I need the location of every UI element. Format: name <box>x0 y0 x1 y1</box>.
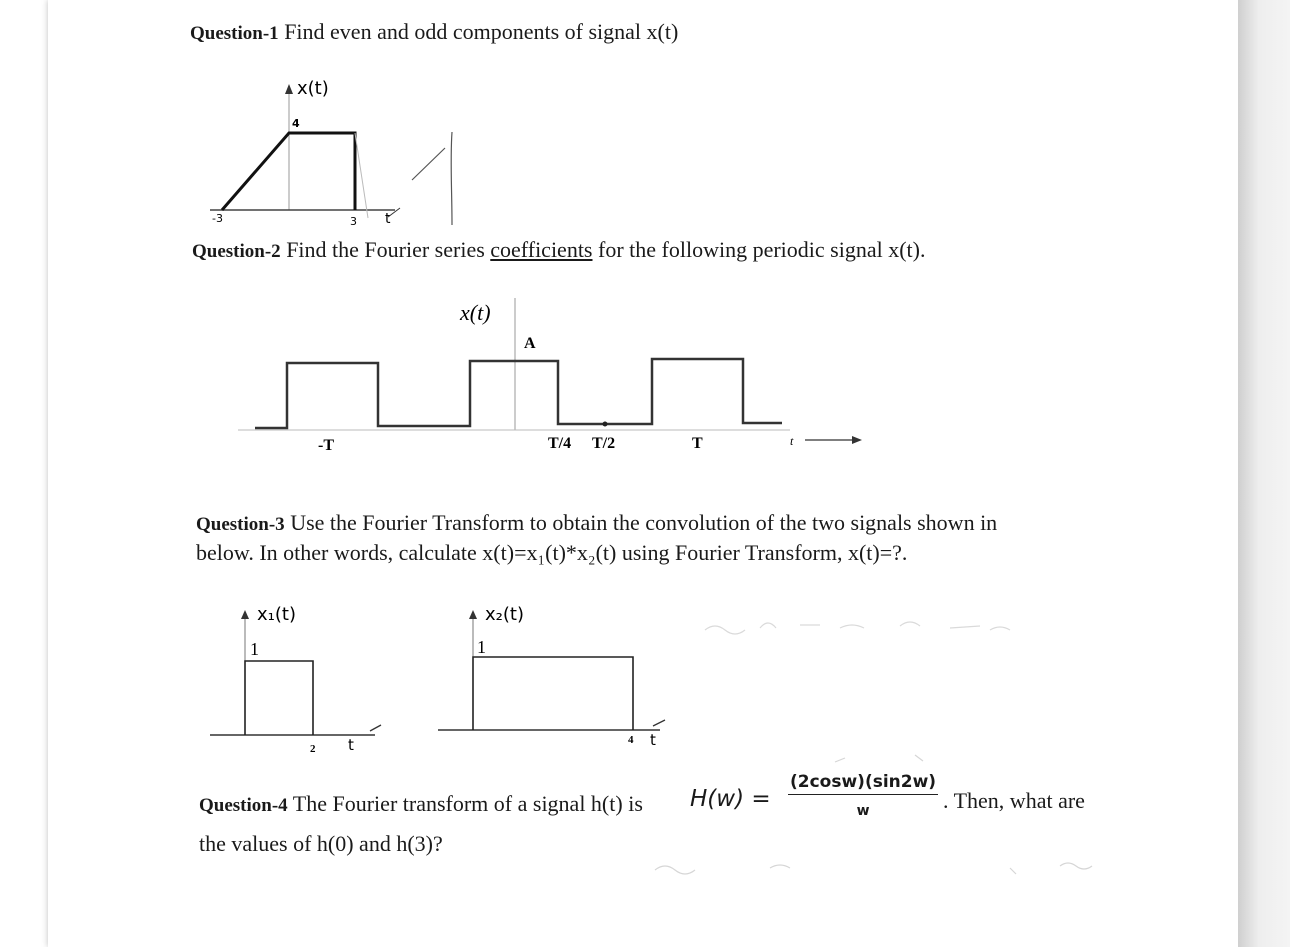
question-3-line1: Use the Fourier Transform to obtain the convolution of the two signals shown in <box>290 510 998 535</box>
q1-peak-label: 4 <box>292 117 300 130</box>
question-2-text-after: for the following periodic signal x(t). <box>592 237 926 262</box>
question-2-text-underlined: coefficients <box>490 237 593 262</box>
faint-scribble <box>705 622 1010 634</box>
q3-x2-height-label: 1 <box>477 637 486 657</box>
q2-t-arrowhead <box>852 436 862 444</box>
question-2-number: Question-2 <box>192 241 281 262</box>
q1-right-label: 3 <box>350 215 357 228</box>
q3-x2-figure <box>435 595 685 765</box>
q2-tick-T4: T/4 <box>548 435 572 452</box>
faint-scribble-bottom <box>655 755 1092 874</box>
question-4 <box>199 789 643 821</box>
q2-square-wave <box>255 359 782 428</box>
question-3 <box>196 508 997 540</box>
q1-ylabel: x(t) <box>297 78 329 99</box>
page-edge-shadow <box>1238 0 1290 947</box>
question-4-line2: the values of h(0) and h(3)? <box>199 831 443 856</box>
q3-x2-y-arrow <box>469 610 477 619</box>
left-margin <box>0 0 48 947</box>
q2-tick-neg-T: -T <box>318 437 334 454</box>
question-2 <box>192 235 925 267</box>
q3-x1-figure <box>205 595 405 765</box>
handwriting-mark <box>412 132 452 225</box>
q4-numerator: (2cosw)(sin2w) <box>788 772 938 795</box>
q3-x1-y-arrow <box>241 610 249 619</box>
q3-x1-t-arrow <box>370 725 381 731</box>
q3-x1-ylabel: x₁(t) <box>257 604 296 625</box>
q2-amplitude-label: A <box>524 335 536 352</box>
q2-tick-T2: T/2 <box>592 435 616 452</box>
question-3-line2-row <box>196 538 907 568</box>
q2-periodic-signal-figure <box>230 290 880 465</box>
q3-x1-end-label: 2 <box>310 743 316 755</box>
q1-pencil-mark <box>355 133 368 218</box>
q1-t-label: t <box>385 211 391 227</box>
q2-tick-dot <box>603 422 608 427</box>
q2-tick-T: T <box>692 435 703 452</box>
question-4-text-after: . Then, what are <box>943 788 1085 813</box>
q3-x2-t-arrow <box>653 720 665 726</box>
q2-ylabel: x(t) <box>460 300 491 325</box>
q3-x1-t-label: t <box>348 736 354 754</box>
question-1 <box>190 17 678 49</box>
q3-x1-pulse <box>245 661 313 735</box>
q3-x1-height-label: 1 <box>250 639 259 659</box>
question-4-text-before: The Fourier transform of a signal h(t) is <box>292 791 643 816</box>
q3-x2-ylabel: x₂(t) <box>485 604 524 625</box>
faint-handwriting-bottom <box>640 750 1100 930</box>
question-4-number: Question-4 <box>199 795 288 816</box>
question-1-number: Question-1 <box>190 23 279 44</box>
question-3-line2: below. In other words, calculate x(t)=x₁(t)*x₂(t) using Fourier Transform, x(t)=?. <box>196 540 908 565</box>
q1-left-label: -3 <box>212 212 223 225</box>
question-2-text-before: Find the Fourier series <box>286 237 491 262</box>
q2-t-label: t <box>790 434 794 448</box>
faint-handwriting <box>700 600 1030 660</box>
question-3-number: Question-3 <box>196 514 285 535</box>
q3-x2-end-label: 4 <box>628 734 634 746</box>
q1-signal-figure <box>200 70 470 235</box>
q3-x2-pulse <box>473 657 633 730</box>
question-1-text: Find even and odd components of signal x(t) <box>284 19 679 44</box>
q4-denominator: w <box>856 803 870 819</box>
q4-transfer-function-symbol: H(w) = <box>690 786 771 812</box>
q3-x2-t-label: t <box>650 731 656 749</box>
q1-y-arrow <box>285 84 293 94</box>
